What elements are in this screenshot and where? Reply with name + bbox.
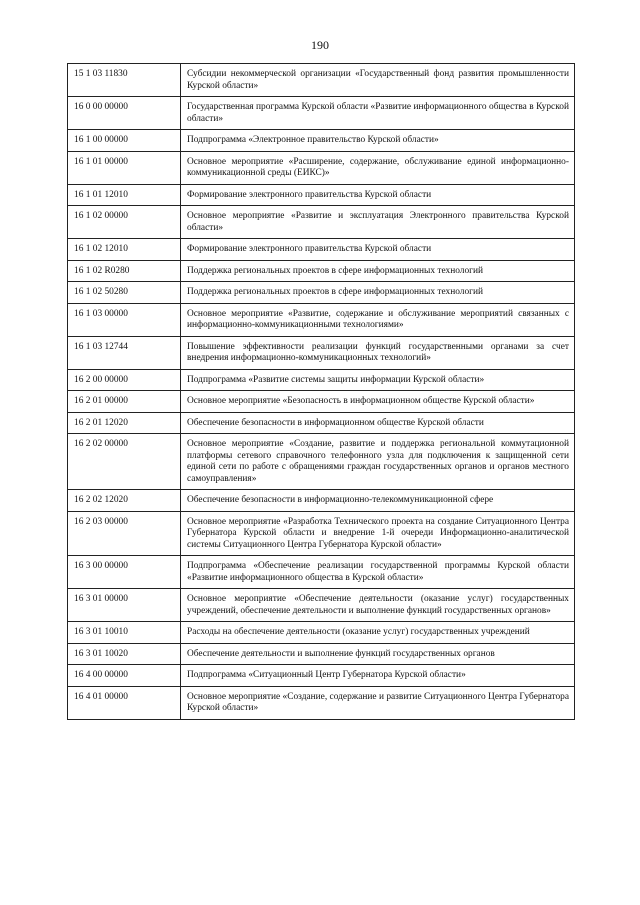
row-code: 16 4 01 00000	[68, 686, 181, 719]
page-number: 190	[311, 38, 329, 52]
table-row	[68, 130, 575, 152]
row-description: Поддержка региональных проектов в сфере информационных технологий	[181, 260, 575, 282]
table-row	[68, 686, 575, 719]
table-row	[68, 665, 575, 687]
table-row	[68, 434, 575, 490]
row-description: Основное мероприятие «Разработка Технического проекта на создание Ситуационного Центра Губернатора Курской области и внедрение 1-й очереди Информационно-аналитической системы Ситуационного Центра Губернатора Курской области»	[181, 511, 575, 556]
table-row	[68, 282, 575, 304]
table-row	[68, 391, 575, 413]
row-code: 16 3 01 10020	[68, 643, 181, 665]
row-code: 16 1 02 R0280	[68, 260, 181, 282]
row-code: 16 3 00 00000	[68, 556, 181, 589]
row-description: Повышение эффективности реализации функций государственными органами за счет внедрения информационно-коммуникационных технологий»	[181, 336, 575, 369]
table-row	[68, 622, 575, 644]
table-row	[68, 490, 575, 512]
table-row	[68, 206, 575, 239]
table-row	[68, 239, 575, 261]
row-description: Расходы на обеспечение деятельности (оказание услуг) государственных учреждений	[181, 622, 575, 644]
row-description: Основное мероприятие «Создание, развитие и поддержка региональной коммутационной платформы сетевого справочного телефонного узла для подключения к защищенной сети единой сети по работе с обращениями граждан государственных органов и органов местного самоуправления»	[181, 434, 575, 490]
table-row	[68, 511, 575, 556]
row-code: 16 1 03 00000	[68, 303, 181, 336]
table-body	[68, 64, 575, 720]
row-description: Основное мероприятие «Обеспечение деятельности (оказание услуг) государственных учреждений, обеспечение деятельности и выполнение функций государственных органов»	[181, 589, 575, 622]
row-code: 16 1 02 00000	[68, 206, 181, 239]
table-row	[68, 336, 575, 369]
row-description: Формирование электронного правительства Курской области	[181, 184, 575, 206]
table-row	[68, 556, 575, 589]
row-code: 16 4 00 00000	[68, 665, 181, 687]
table-row	[68, 412, 575, 434]
row-description: Основное мероприятие «Развитие, содержание и обслуживание мероприятий связанных с информационно-коммуникационными технологиями»	[181, 303, 575, 336]
row-description: Основное мероприятие «Создание, содержание и развитие Ситуационного Центра Губернатора Курской области»	[181, 686, 575, 719]
row-code: 16 2 02 12020	[68, 490, 181, 512]
row-code: 16 2 00 00000	[68, 369, 181, 391]
row-code: 16 2 03 00000	[68, 511, 181, 556]
row-code: 16 3 01 00000	[68, 589, 181, 622]
row-code: 16 0 00 00000	[68, 97, 181, 130]
row-code: 16 3 01 10010	[68, 622, 181, 644]
row-description: Обеспечение деятельности и выполнение функций государственных органов	[181, 643, 575, 665]
row-description: Государственная программа Курской области «Развитие информационного общества в Курской области»	[181, 97, 575, 130]
table-row	[68, 97, 575, 130]
table-row	[68, 260, 575, 282]
table-row	[68, 151, 575, 184]
table-row	[68, 643, 575, 665]
row-code: 16 1 01 12010	[68, 184, 181, 206]
row-code: 16 1 01 00000	[68, 151, 181, 184]
table-row	[68, 303, 575, 336]
row-code: 15 1 03 11830	[68, 64, 181, 97]
row-description: Основное мероприятие «Расширение, содержание, обслуживание единой информационно-коммуникационной среды (ЕИКС)»	[181, 151, 575, 184]
row-code: 16 2 01 00000	[68, 391, 181, 413]
row-description: Подпрограмма «Ситуационный Центр Губернатора Курской области»	[181, 665, 575, 687]
row-code: 16 1 03 12744	[68, 336, 181, 369]
table-row	[68, 184, 575, 206]
budget-classification-table	[67, 63, 575, 720]
row-description: Обеспечение безопасности в информационно-телекоммуникационной сфере	[181, 490, 575, 512]
row-description: Подпрограмма «Развитие системы защиты информации Курской области»	[181, 369, 575, 391]
table-row	[68, 369, 575, 391]
row-description: Подпрограмма «Электронное правительство Курской области»	[181, 130, 575, 152]
row-code: 16 1 00 00000	[68, 130, 181, 152]
row-description: Подпрограмма «Обеспечение реализации государственной программы Курской области «Развитие информационного общества в Курской области»	[181, 556, 575, 589]
row-description: Формирование электронного правительства Курской области	[181, 239, 575, 261]
row-description: Основное мероприятие «Безопасность в информационном обществе Курской области»	[181, 391, 575, 413]
row-description: Поддержка региональных проектов в сфере информационных технологий	[181, 282, 575, 304]
row-code: 16 2 02 00000	[68, 434, 181, 490]
row-code: 16 1 02 50280	[68, 282, 181, 304]
table-row	[68, 64, 575, 97]
table-row	[68, 589, 575, 622]
row-code: 16 1 02 12010	[68, 239, 181, 261]
row-description: Основное мероприятие «Развитие и эксплуатация Электронного правительства Курской области»	[181, 206, 575, 239]
row-code: 16 2 01 12020	[68, 412, 181, 434]
row-description: Субсидии некоммерческой организации «Государственный фонд развития промышленности Курской области»	[181, 64, 575, 97]
row-description: Обеспечение безопасности в информационном обществе Курской области	[181, 412, 575, 434]
